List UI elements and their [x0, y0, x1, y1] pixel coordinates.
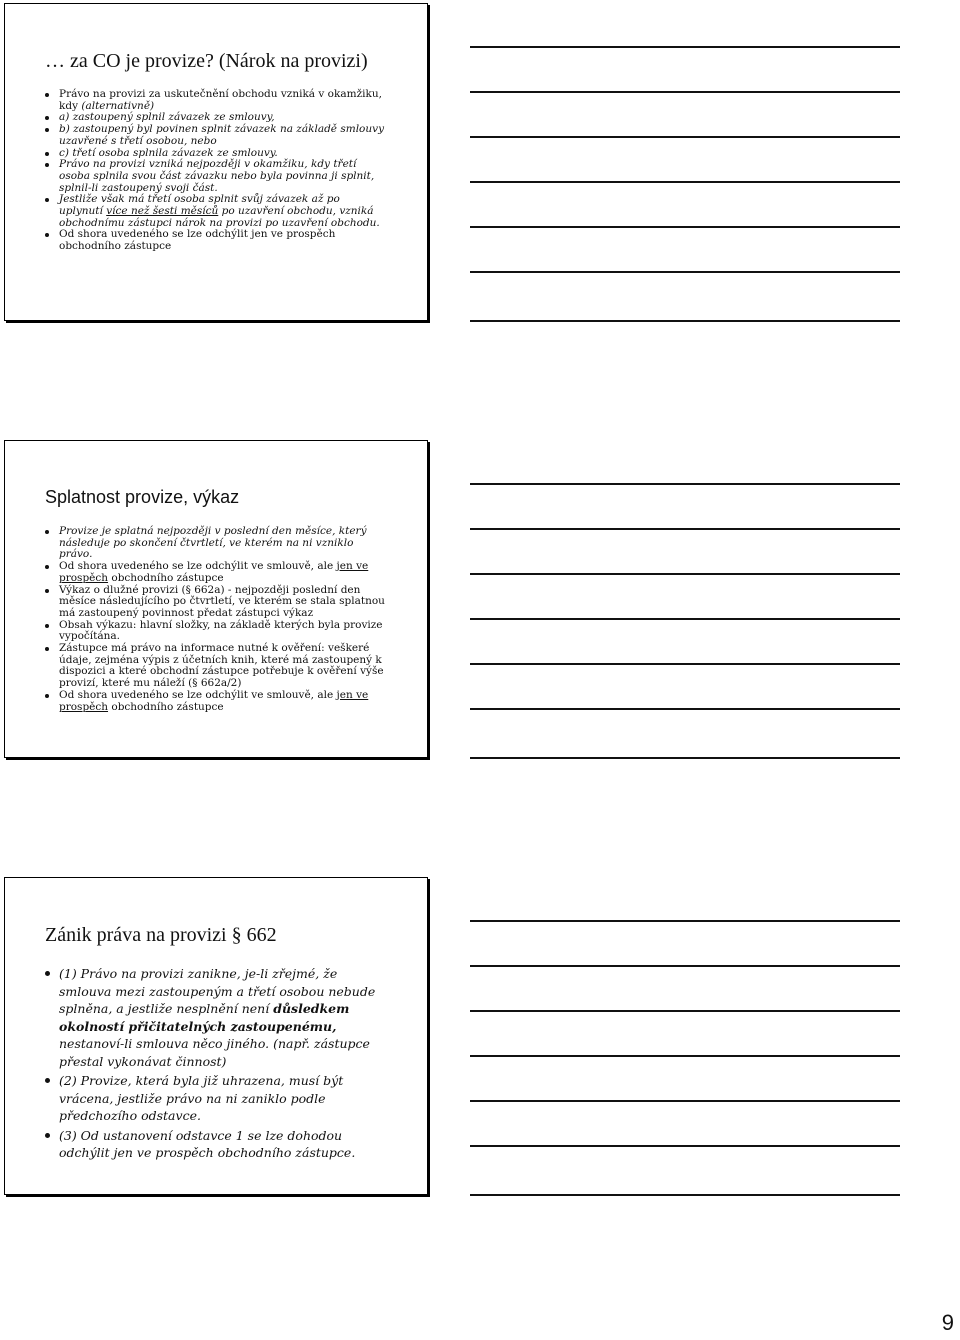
note-line	[470, 618, 900, 620]
note-line	[470, 1100, 900, 1102]
note-line	[470, 91, 900, 93]
note-line	[470, 1145, 900, 1147]
bullet-text: (1) Právo na provizi zanikne, je-li zřejmé, že smlouva mezi zastoupeným a třetí osobou nebude splněna, a jestliže nesplnění není	[59, 966, 376, 1016]
note-line	[470, 1010, 900, 1012]
note-line	[470, 573, 900, 575]
note-line	[470, 1194, 900, 1196]
note-line	[470, 483, 900, 485]
bullet-text: po uzavření obchodu, vzniká obchodnímu zástupci nárok na provizi po uzavření obchodu.	[59, 205, 380, 229]
note-line	[470, 271, 900, 273]
bullet-text: Od shora uvedeného se lze odchýlit ve smlouvě, ale	[59, 560, 337, 573]
bullet-text: obchodního zástupce	[108, 700, 224, 713]
slide-2-title: Splatnost provize, výkaz	[45, 487, 240, 507]
bullet-underlined-text: jen ve prospěch	[59, 560, 369, 584]
note-line	[470, 1055, 900, 1057]
bullet-item	[43, 585, 387, 620]
bullet-text: a) zastoupený splnil závazek ze smlouvy,	[59, 111, 275, 124]
note-line	[470, 920, 900, 922]
bullet-item	[43, 643, 387, 690]
bullet-text: nestanoví-li smlouva něco jiného. (např. zástupce přestal vykonávat činnost)	[59, 1036, 370, 1069]
note-line	[470, 965, 900, 967]
bullet-item	[43, 159, 387, 194]
bullet-text: Výkaz o dlužné provizi (§ 662a) - nejpozději poslední den měsíce následujícího po čtvrtletí, ve kterém se stala splatnou má zastoupený povinnost předat zástupci výkaz	[59, 583, 385, 619]
bullet-item	[43, 690, 387, 713]
bullet-italic-text: (alternativně)	[81, 99, 155, 112]
bullet-item	[43, 229, 387, 252]
note-line	[470, 46, 900, 48]
slide-3	[4, 877, 428, 1195]
bullet-item	[43, 526, 387, 561]
slide-1-bullets	[43, 89, 387, 253]
slide-2	[4, 440, 428, 758]
bullet-text: Právo na provizi za uskutečnění obchodu vzniká v okamžiku, kdy	[59, 88, 382, 112]
bullet-item	[43, 124, 387, 147]
bullet-text: obchodního zástupce	[108, 571, 224, 584]
note-line	[470, 226, 900, 228]
bullet-text: c) třetí osoba splnila závazek ze smlouvy.	[59, 146, 278, 159]
bullet-text: Od shora uvedeného se lze odchýlit jen ve prospěch obchodního zástupce	[59, 228, 336, 253]
note-line	[470, 528, 900, 530]
slide-3-title: Zánik práva na provizi § 662	[45, 924, 277, 946]
bullet-text: Obsah výkazu: hlavní složky, na základě kterých byla provize vypočítána.	[59, 618, 383, 643]
note-line	[470, 708, 900, 710]
bullet-item	[43, 89, 387, 112]
bullet-item	[43, 194, 387, 229]
note-line	[470, 663, 900, 665]
note-line	[470, 181, 900, 183]
note-line	[470, 757, 900, 759]
bullet-text: (2) Provize, která byla již uhrazena, musí být vrácena, jestliže právo na ni zaniklo podle předchozího odstavce.	[59, 1073, 344, 1123]
note-line	[470, 320, 900, 322]
bullet-item	[43, 561, 387, 584]
slide-3-bullets	[43, 965, 387, 1164]
bullet-text: Od shora uvedeného se lze odchýlit ve smlouvě, ale	[59, 688, 337, 701]
bullet-text: Právo na provizi vzniká nejpozději v okamžiku, kdy třetí osoba splnila svou část závazku nebo byla povinna ji splnit, splnil-li zastoupený svoji část.	[59, 158, 375, 194]
bullet-text: (3) Od ustanovení odstavce 1 se lze dohodou odchýlit jen ve prospěch obchodního zástupce.	[59, 1127, 356, 1160]
bullet-text: Jestliže však má třetí osoba splnit svůj závazek až po uplynutí	[59, 193, 340, 218]
bullet-item	[43, 620, 387, 643]
bullet-item	[43, 965, 387, 1070]
bullet-text: Provize je splatná nejpozději v poslední den měsíce, který následuje po skončení čtvrtletí, ve kterém na ni vzniklo právo.	[59, 525, 367, 561]
slide-2-bullets	[43, 526, 387, 713]
bullet-item	[43, 1127, 387, 1162]
bullet-text: Zástupce má právo na informace nutné k ověření: veškeré údaje, zejména výpis z účetních knih, které má zastoupený k dispozici a které obchodní zástupce potřebuje k ověření výše provizí, které mu náleží (§ 662a/2)	[59, 642, 384, 690]
page-number: 9	[941, 1310, 954, 1335]
bullet-bold-text: důsledkem okolností přičitatelných zastoupenému,	[59, 1001, 350, 1034]
note-line	[470, 136, 900, 138]
bullet-item	[43, 1072, 387, 1125]
bullet-underlined-text: jen ve prospěch	[59, 688, 369, 713]
slide-1	[4, 3, 428, 321]
bullet-text: b) zastoupený byl povinen splnit závazek na základě smlouvy uzavřené s třetí osobou, nebo	[59, 123, 384, 147]
slide-1-title: … za CO je provize? (Nárok na provizi)	[45, 50, 368, 72]
bullet-underlined-text: více než šesti měsíců	[106, 205, 219, 218]
